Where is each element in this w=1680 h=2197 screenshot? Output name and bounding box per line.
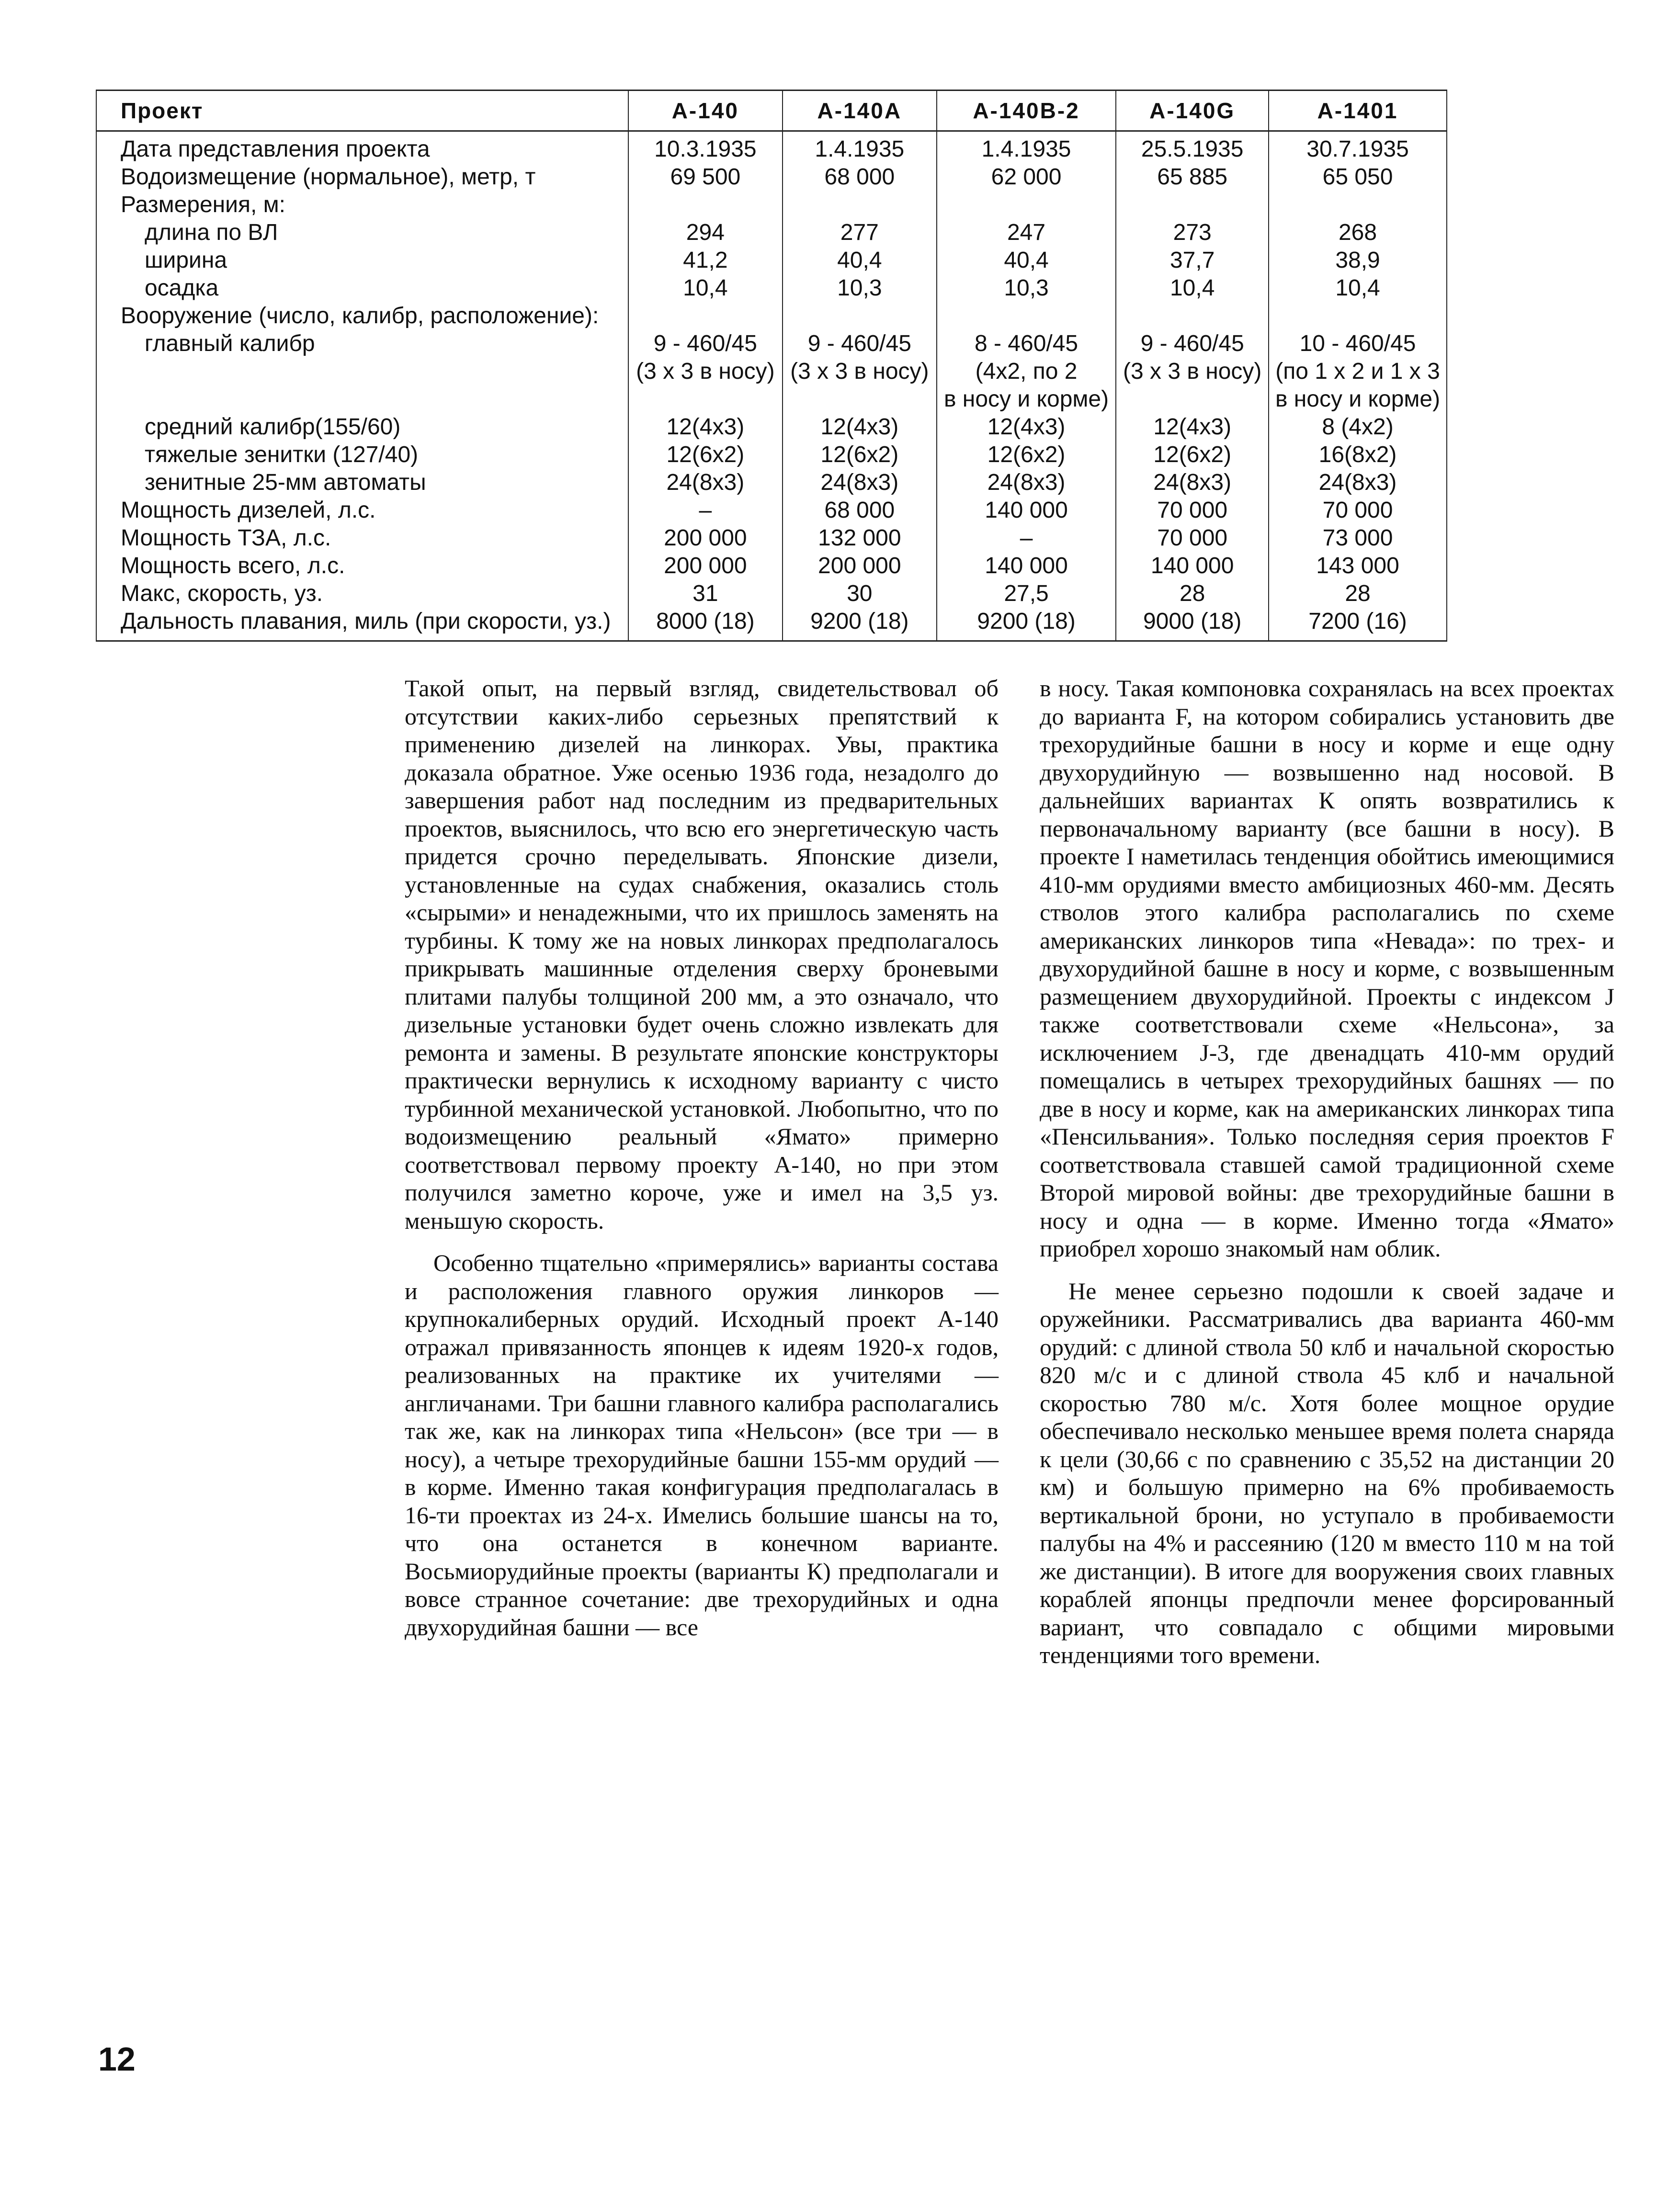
header-cell-project: А-1401 (1269, 91, 1447, 131)
header-cell-project: А-140 (628, 91, 783, 131)
table-cell: 69 500 (628, 163, 783, 191)
table-cell: 10,3 (937, 274, 1116, 302)
table-cell: – (937, 524, 1116, 552)
table-cell: 70 000 (1116, 497, 1269, 524)
text-column-left (405, 674, 999, 1641)
row-label: Дальность плавания, миль (при скорости, уз.) (96, 608, 628, 641)
table-cell: 70 000 (1269, 497, 1447, 524)
table-cell: 10 - 460/45 (1269, 330, 1447, 358)
table-cell: 12(4х3) (628, 413, 783, 441)
table-cell (1116, 385, 1269, 413)
row-label: главный калибр (96, 330, 628, 358)
row-label: тяжелые зенитки (127/40) (96, 441, 628, 469)
table-row (96, 552, 1447, 580)
table-cell: 200 000 (628, 524, 783, 552)
table-row (96, 274, 1447, 302)
row-label: Вооружение (число, калибр, расположение): (96, 302, 628, 330)
table-cell (628, 385, 783, 413)
table-cell (783, 385, 937, 413)
table-cell: 268 (1269, 219, 1447, 247)
spec-table-header (96, 91, 1447, 131)
table-cell: 12(4х3) (1116, 413, 1269, 441)
paragraph: Не менее серьезно подошли к своей задаче и оружейники. Рассматривались два варианта 460-мм орудий: с длиной ствола 50 клб и начальной скоростью 820 м/с и с длиной ствола 45 клб и начальной скоростью 780 м/с. Хотя более мощное орудие обеспечивало несколько меньшее время полета снаряда к цели (30,66 с по сравнению с 35,52 на дистанции 20 км) и большую примерно на 6% пробиваемость вертикальной брони, но уступало в пробиваемости палубы на 4% и рассеянию (120 м вместо 110 м на той же дистанции). В итоге для вооружения своих главных кораблей японцы предпочли менее форсированный вариант, что совпадало с общими мировыми тенденциями того времени. (1040, 1277, 1614, 1668)
table-cell: 24(8х3) (628, 469, 783, 497)
paragraph: Такой опыт, на первый взгляд, свидетельствовал об отсутствии каких-либо серьезных препятствий к применению дизелей на линкорах. Увы, практика доказала обратное. Уже осенью 1936 года, незадолго до завершения работ над последним из предварительных проектов, выяснилось, что всю его энергетическую часть придется срочно переделывать. Японские дизели, установленные на судах снабжения, оказались столь «сырыми» и ненадежными, что их пришлось заменять на турбины. К тому же на новых линкорах предполагалось прикрывать машинные отделения сверху броневыми плитами палубы толщиной 200 мм, а это означало, что дизельные установки будет очень сложно извлекать для ремонта и замены. В результате японские конструкторы практически вернулись к исходному варианту с чисто турбинной механической установкой. Любопытно, что по водоизмещению реальный «Ямато» примерно соответствовал первому проекту А-140, но при этом получился заметно короче, уже и имел на 3,5 уз. меньшую скорость. (405, 675, 999, 1234)
page-number: 12 (98, 2040, 136, 2078)
table-cell: 8 (4х2) (1269, 413, 1447, 441)
table-cell: 24(8х3) (1269, 469, 1447, 497)
table-cell: 8 - 460/45 (937, 330, 1116, 358)
table-row (96, 497, 1447, 524)
table-cell: 9 - 460/45 (783, 330, 937, 358)
row-label (96, 385, 628, 413)
table-cell: 65 885 (1116, 163, 1269, 191)
row-label: зенитные 25-мм автоматы (96, 469, 628, 497)
table-cell: 9000 (18) (1116, 608, 1269, 641)
table-cell: 294 (628, 219, 783, 247)
table-cell: 132 000 (783, 524, 937, 552)
table-cell: 7200 (16) (1269, 608, 1447, 641)
table-cell: 12(6х2) (628, 441, 783, 469)
table-cell (783, 302, 937, 330)
table-cell: 12(4х3) (937, 413, 1116, 441)
table-cell: 200 000 (628, 552, 783, 580)
table-cell (783, 191, 937, 219)
spec-table (96, 90, 1447, 642)
table-cell: в носу и корме) (1269, 385, 1447, 413)
row-label (96, 358, 628, 385)
row-label: Макс, скорость, уз. (96, 580, 628, 608)
row-label: осадка (96, 274, 628, 302)
row-label: длина по ВЛ (96, 219, 628, 247)
table-row (96, 608, 1447, 641)
table-cell: 10,4 (1116, 274, 1269, 302)
paragraph: Особенно тщательно «примерялись» варианты состава и расположения главного оружия линкоров — крупнокалиберных орудий. Исходный проект А-140 отражал привязанность японцев к идеям 1920-х годов, реализованных на практике их учителями — англичанами. Три башни главного калибра располагались так же, как на линкорах типа «Нельсон» (все три — в носу), а четыре трехорудийные башни 155-мм орудий — в корме. Именно такая конфигурация предполагалась в 16-ти проектах из 24-х. Имелись большие шансы на то, что она останется в конечном варианте. Восьмиорудийные проекты (варианты К) предполагали и вовсе странное сочетание: две трехорудийных и одна двухорудийная башни — все (405, 1249, 999, 1641)
row-label: Размерения, м: (96, 191, 628, 219)
table-cell: 12(6х2) (1116, 441, 1269, 469)
header-cell-project: А-140А (783, 91, 937, 131)
table-cell (937, 191, 1116, 219)
row-label: Мощность всего, л.с. (96, 552, 628, 580)
table-row (96, 247, 1447, 274)
table-row (96, 469, 1447, 497)
table-cell (1116, 302, 1269, 330)
table-cell: 41,2 (628, 247, 783, 274)
spec-table-body (96, 131, 1447, 641)
table-cell: 140 000 (1116, 552, 1269, 580)
table-cell: 40,4 (937, 247, 1116, 274)
table-cell: 140 000 (937, 552, 1116, 580)
table-row (96, 524, 1447, 552)
table-cell: 143 000 (1269, 552, 1447, 580)
row-label: Мощность дизелей, л.с. (96, 497, 628, 524)
row-label: Дата представления проекта (96, 131, 628, 164)
table-cell: 200 000 (783, 552, 937, 580)
table-cell: 28 (1269, 580, 1447, 608)
table-row (96, 163, 1447, 191)
table-row (96, 131, 1447, 164)
table-cell (628, 302, 783, 330)
table-cell: 30 (783, 580, 937, 608)
header-cell-project: А-140В-2 (937, 91, 1116, 131)
table-cell: 65 050 (1269, 163, 1447, 191)
text-column-right (1040, 674, 1614, 1669)
spec-table-container (96, 90, 1447, 642)
row-label: Мощность ТЗА, л.с. (96, 524, 628, 552)
table-cell: (по 1 х 2 и 1 х 3 (1269, 358, 1447, 385)
table-cell (1269, 191, 1447, 219)
table-cell: 73 000 (1269, 524, 1447, 552)
table-cell: 37,7 (1116, 247, 1269, 274)
table-cell: в носу и корме) (937, 385, 1116, 413)
header-cell-param: Проект (96, 91, 628, 131)
table-cell: 277 (783, 219, 937, 247)
table-cell: 25.5.1935 (1116, 131, 1269, 164)
table-cell (937, 302, 1116, 330)
table-cell: (3 х 3 в носу) (783, 358, 937, 385)
table-cell: 9200 (18) (937, 608, 1116, 641)
table-cell: 70 000 (1116, 524, 1269, 552)
table-cell (1116, 191, 1269, 219)
table-cell: 8000 (18) (628, 608, 783, 641)
table-cell: 40,4 (783, 247, 937, 274)
table-cell: (3 х 3 в носу) (628, 358, 783, 385)
table-row (96, 302, 1447, 330)
table-cell: 31 (628, 580, 783, 608)
header-cell-project: А-140G (1116, 91, 1269, 131)
table-cell: 273 (1116, 219, 1269, 247)
table-cell: 62 000 (937, 163, 1116, 191)
table-cell: 9 - 460/45 (1116, 330, 1269, 358)
table-cell: 247 (937, 219, 1116, 247)
table-cell (1269, 302, 1447, 330)
table-row (96, 219, 1447, 247)
table-cell: 10,3 (783, 274, 937, 302)
row-label: ширина (96, 247, 628, 274)
table-row (96, 330, 1447, 358)
table-cell (628, 191, 783, 219)
table-cell: 10,4 (628, 274, 783, 302)
table-cell: 1.4.1935 (783, 131, 937, 164)
table-cell: 30.7.1935 (1269, 131, 1447, 164)
table-cell: 16(8х2) (1269, 441, 1447, 469)
table-cell: 12(6х2) (937, 441, 1116, 469)
table-cell: 38,9 (1269, 247, 1447, 274)
row-label: Водоизмещение (нормальное), метр, т (96, 163, 628, 191)
table-row (96, 413, 1447, 441)
table-row (96, 358, 1447, 385)
table-cell: 68 000 (783, 497, 937, 524)
table-row (96, 385, 1447, 413)
table-cell: 140 000 (937, 497, 1116, 524)
table-cell: 10.3.1935 (628, 131, 783, 164)
table-cell: 12(6х2) (783, 441, 937, 469)
table-cell: 10,4 (1269, 274, 1447, 302)
table-cell: 12(4х3) (783, 413, 937, 441)
table-cell: 24(8х3) (1116, 469, 1269, 497)
table-cell: 28 (1116, 580, 1269, 608)
table-cell: 9200 (18) (783, 608, 937, 641)
table-cell: 24(8х3) (937, 469, 1116, 497)
table-cell: 68 000 (783, 163, 937, 191)
table-cell: (3 х 3 в носу) (1116, 358, 1269, 385)
table-cell: 24(8х3) (783, 469, 937, 497)
table-cell: 1.4.1935 (937, 131, 1116, 164)
table-cell: (4х2, по 2 (937, 358, 1116, 385)
table-row (96, 441, 1447, 469)
table-cell: 27,5 (937, 580, 1116, 608)
table-cell: – (628, 497, 783, 524)
row-label: средний калибр(155/60) (96, 413, 628, 441)
table-row (96, 191, 1447, 219)
table-row (96, 580, 1447, 608)
table-cell: 9 - 460/45 (628, 330, 783, 358)
paragraph: в носу. Такая компоновка сохранялась на всех проектах до варианта F, на котором собирались установить две трехорудийные башни в носу и корме и еще одну двухорудийную — возвышенно над носовой. В дальнейших вариантах К опять возвратились к первоначальному варианту (все башни в носу). В проекте I наметилась тенденция обойтись имеющимися 410-мм орудиями вместо амбициозных 460-мм. Десять стволов этого калибра располагались по схеме американских линкоров типа «Невада»: по трех- и двухорудийной башне в носу и корме, с возвышенным размещением двухорудийной. Проекты с индексом J также соответствовали схеме «Нельсона», за исключением J-3, где двенадцать 410-мм орудий помещались в четырех трехорудийных башнях — по две в носу и корме, как на американских линкорах типа «Пенсильвания». Только последняя серия проектов F соответствовала ставшей самой традиционной схеме Второй мировой войны: две трехорудийные башни в носу и одна — в корме. Именно тогда «Ямато» приобрел хорошо знакомый нам облик. (1040, 675, 1614, 1262)
